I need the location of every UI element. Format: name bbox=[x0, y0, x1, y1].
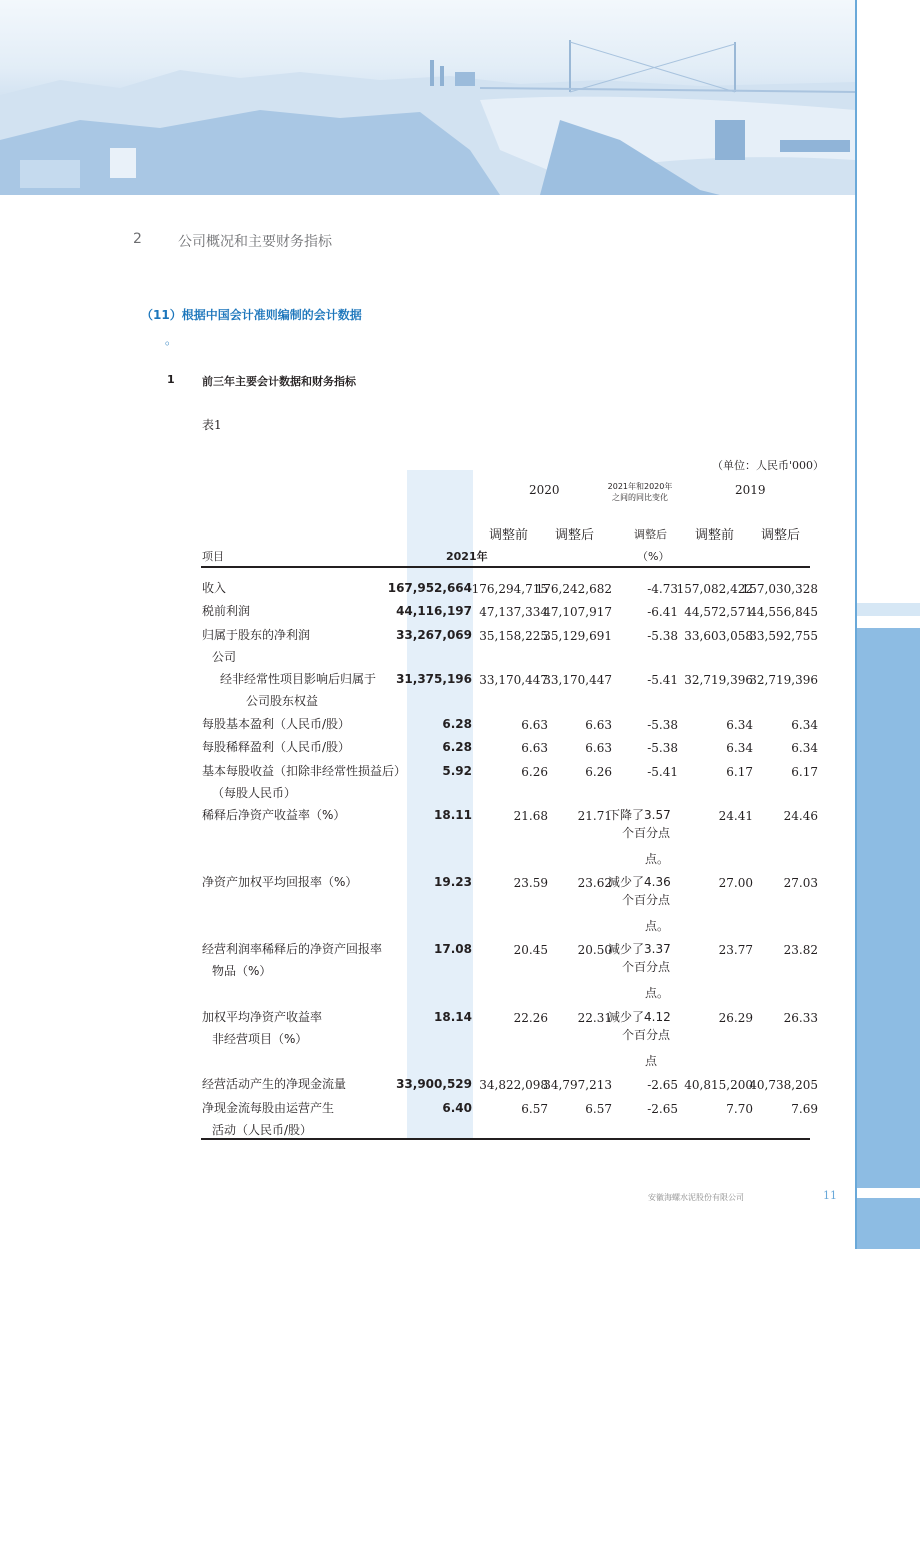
row-label: 物品（%） bbox=[212, 964, 272, 978]
section-number: 2 bbox=[133, 231, 142, 247]
row-label: 经营利润率稀释后的净资产回报率 bbox=[202, 942, 383, 956]
cell-a2020: 6.26 bbox=[585, 765, 612, 779]
cell-y2021: 19.23 bbox=[434, 875, 472, 889]
cell-y2021: 6.28 bbox=[442, 740, 472, 754]
cell-change: -6.41 bbox=[647, 605, 678, 619]
cell-b2020: 6.57 bbox=[521, 1102, 548, 1116]
cell-change: -2.65 bbox=[647, 1102, 678, 1116]
row-label: 税前利润 bbox=[202, 604, 251, 618]
footer-company: 安徽海螺水泥股份有限公司 bbox=[648, 1193, 744, 1202]
cell-a2020: 21.71 bbox=[577, 809, 612, 823]
cell-b2020: 47,137,334 bbox=[479, 605, 548, 619]
cell-change: -5.41 bbox=[647, 673, 678, 687]
item-title: 前三年主要会计数据和财务指标 bbox=[202, 375, 356, 388]
cell-change: 个百分点 bbox=[622, 960, 671, 974]
cell-change: 点。 bbox=[645, 852, 670, 866]
row-label: 加权平均净资产收益率 bbox=[202, 1010, 323, 1024]
cell-a2020: 47,107,917 bbox=[543, 605, 612, 619]
cell-a2020: 34,797,213 bbox=[543, 1078, 612, 1092]
cell-change: 下降了3.57 bbox=[608, 808, 671, 822]
current-year-highlight bbox=[407, 470, 473, 1140]
cell-a2019: 27.03 bbox=[783, 876, 818, 890]
cell-b2020: 23.59 bbox=[513, 876, 548, 890]
header-change-percent: （%） bbox=[637, 550, 670, 563]
row-label: 公司 bbox=[212, 650, 237, 664]
cell-b2020: 35,158,225 bbox=[479, 629, 548, 643]
row-label: 经营活动产生的净现金流量 bbox=[202, 1077, 347, 1091]
cell-b2019: 44,572,571 bbox=[684, 605, 753, 619]
cell-a2020: 6.63 bbox=[585, 741, 612, 755]
sidebar-band bbox=[857, 628, 920, 1536]
cell-a2019: 7.69 bbox=[791, 1102, 818, 1116]
cell-b2019: 24.41 bbox=[718, 809, 753, 823]
cell-y2021: 17.08 bbox=[434, 942, 472, 956]
cell-b2019: 26.29 bbox=[718, 1011, 753, 1025]
landscape-photo-icon bbox=[0, 0, 855, 195]
cell-y2021: 6.40 bbox=[442, 1101, 472, 1115]
cell-change: -2.65 bbox=[647, 1078, 678, 1092]
cell-a2019: 24.46 bbox=[783, 809, 818, 823]
row-label: 净资产加权平均回报率（%） bbox=[202, 875, 358, 889]
cell-y2021: 33,900,529 bbox=[396, 1077, 472, 1091]
header-banner-photo bbox=[0, 0, 855, 195]
header-2020: 2020 bbox=[529, 483, 560, 497]
cell-a2019: 6.34 bbox=[791, 718, 818, 732]
cell-b2019: 32,719,396 bbox=[684, 673, 753, 687]
header-item: 项目 bbox=[202, 550, 224, 563]
cell-b2020: 6.63 bbox=[521, 718, 548, 732]
cell-y2021: 31,375,196 bbox=[396, 672, 472, 686]
header-after-2019: 调整后 bbox=[761, 528, 801, 543]
row-label: 基本每股收益（扣除非经常性损益后） bbox=[202, 764, 407, 778]
table-label: 表1 bbox=[202, 418, 222, 432]
row-label: （每股人民币） bbox=[212, 786, 297, 800]
cell-b2020: 21.68 bbox=[513, 809, 548, 823]
cell-b2020: 176,294,715 bbox=[471, 582, 548, 596]
cell-a2019: 32,719,396 bbox=[749, 673, 818, 687]
cell-a2019: 33,592,755 bbox=[749, 629, 818, 643]
cell-change: -5.38 bbox=[647, 718, 678, 732]
cell-a2019: 6.34 bbox=[791, 741, 818, 755]
header-change: 2021年和2020年 之间的同比变化 bbox=[607, 482, 673, 502]
cell-b2020: 22.26 bbox=[513, 1011, 548, 1025]
cell-change: -4.73 bbox=[647, 582, 678, 596]
row-label: 活动（人民币/股） bbox=[212, 1123, 313, 1137]
cell-change: 减少了4.36 bbox=[608, 875, 671, 889]
right-sidebar bbox=[855, 0, 920, 1536]
cell-y2021: 6.28 bbox=[442, 717, 472, 731]
cell-b2019: 157,082,422 bbox=[676, 582, 753, 596]
cell-change: -5.38 bbox=[647, 741, 678, 755]
cell-a2020: 22.31 bbox=[577, 1011, 612, 1025]
cell-b2020: 34,822,098 bbox=[479, 1078, 548, 1092]
cell-y2021: 33,267,069 bbox=[396, 628, 472, 642]
cell-a2020: 6.63 bbox=[585, 718, 612, 732]
subsection-title: （11）根据中国会计准则编制的会计数据 bbox=[141, 308, 362, 322]
row-label: 稀释后净资产收益率（%） bbox=[202, 808, 346, 822]
cell-b2019: 27.00 bbox=[718, 876, 753, 890]
cell-a2020: 176,242,682 bbox=[535, 582, 612, 596]
row-label: 每股稀释盈利（人民币/股） bbox=[202, 740, 351, 754]
cell-y2021: 5.92 bbox=[442, 764, 472, 778]
cell-b2019: 33,603,058 bbox=[684, 629, 753, 643]
cell-change: 个百分点 bbox=[622, 826, 671, 840]
subsection-title-cont: 。 bbox=[165, 333, 178, 347]
cell-b2019: 40,815,200 bbox=[684, 1078, 753, 1092]
cell-y2021: 44,116,197 bbox=[396, 604, 472, 618]
cell-y2021: 18.14 bbox=[434, 1010, 472, 1024]
cell-b2019: 6.34 bbox=[726, 741, 753, 755]
cell-a2019: 40,738,205 bbox=[749, 1078, 818, 1092]
cell-change: 个百分点 bbox=[622, 1028, 671, 1042]
cell-b2020: 20.45 bbox=[513, 943, 548, 957]
cell-b2020: 33,170,447 bbox=[479, 673, 548, 687]
row-label: 收入 bbox=[202, 581, 227, 595]
cell-change: 点。 bbox=[645, 919, 670, 933]
cell-a2020: 35,129,691 bbox=[543, 629, 612, 643]
cell-change: 个百分点 bbox=[622, 893, 671, 907]
header-2019: 2019 bbox=[735, 483, 766, 497]
sidebar-band-light bbox=[857, 603, 920, 616]
header-after-2020: 调整后 bbox=[555, 528, 595, 543]
page-number: 11 bbox=[823, 1189, 837, 1202]
section-title: 公司概况和主要财务指标 bbox=[178, 234, 332, 250]
row-label: 非经营项目（%） bbox=[212, 1032, 308, 1046]
cell-a2020: 33,170,447 bbox=[543, 673, 612, 687]
cell-a2019: 23.82 bbox=[783, 943, 818, 957]
sidebar-band-bottom bbox=[857, 1198, 920, 1249]
row-label: 经非经常性项目影响后归属于 bbox=[220, 672, 377, 686]
cell-a2020: 6.57 bbox=[585, 1102, 612, 1116]
header-2021: 2021年 bbox=[446, 550, 488, 563]
cell-b2019: 23.77 bbox=[718, 943, 753, 957]
cell-change: 点。 bbox=[645, 986, 670, 1000]
cell-change: 点 bbox=[645, 1054, 658, 1068]
cell-b2019: 6.17 bbox=[726, 765, 753, 779]
cell-y2021: 167,952,664 bbox=[387, 581, 472, 595]
cell-a2019: 6.17 bbox=[791, 765, 818, 779]
unit-note: （单位：人民币'000） bbox=[712, 459, 825, 472]
cell-change: -5.41 bbox=[647, 765, 678, 779]
row-label: 净现金流每股由运营产生 bbox=[202, 1101, 335, 1115]
cell-a2019: 44,556,845 bbox=[749, 605, 818, 619]
cell-b2019: 6.34 bbox=[726, 718, 753, 732]
item-number: 1 bbox=[167, 373, 175, 386]
cell-a2020: 20.50 bbox=[577, 943, 612, 957]
table-top-rule bbox=[201, 566, 810, 568]
header-before-2020: 调整前 bbox=[489, 528, 529, 543]
cell-b2020: 6.63 bbox=[521, 741, 548, 755]
sidebar-vertical-title: Corporate Profile and Major Financial Indicators bbox=[867, 1280, 881, 1536]
row-label: 归属于股东的净利润 bbox=[202, 628, 311, 642]
cell-b2020: 6.26 bbox=[521, 765, 548, 779]
row-label: 公司股东权益 bbox=[246, 694, 319, 708]
cell-a2020: 23.62 bbox=[577, 876, 612, 890]
cell-a2019: 26.33 bbox=[783, 1011, 818, 1025]
table-bottom-rule bbox=[201, 1138, 810, 1140]
header-change-adjusted: 调整后 bbox=[634, 528, 667, 541]
cell-a2019: 157,030,328 bbox=[741, 582, 818, 596]
cell-change: -5.38 bbox=[647, 629, 678, 643]
row-label: 每股基本盈利（人民币/股） bbox=[202, 717, 351, 731]
header-before-2019: 调整前 bbox=[695, 528, 735, 543]
cell-change: 减少了3.37 bbox=[608, 942, 671, 956]
cell-b2019: 7.70 bbox=[726, 1102, 753, 1116]
cell-change: 减少了4.12 bbox=[608, 1010, 671, 1024]
cell-y2021: 18.11 bbox=[434, 808, 472, 822]
